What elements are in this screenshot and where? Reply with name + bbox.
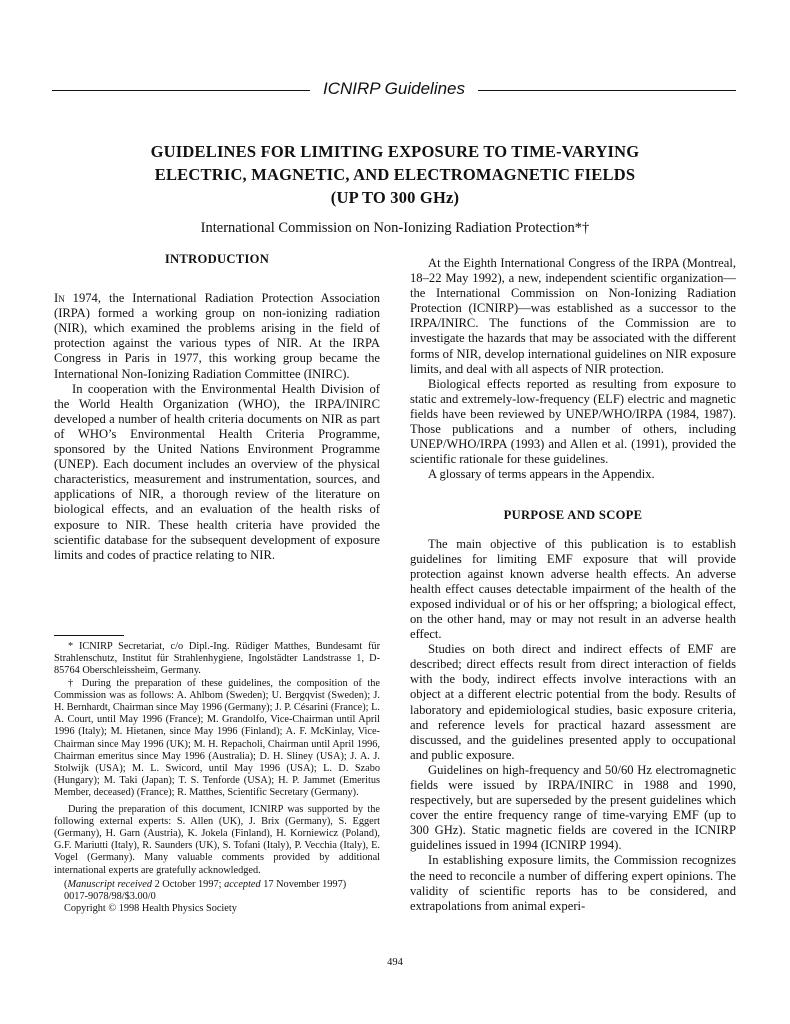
title-line-3: (UP TO 300 GHz) <box>330 188 460 207</box>
title-line-1: GUIDELINES FOR LIMITING EXPOSURE TO TIME-VARYING <box>150 142 640 161</box>
footnote-affiliation: * ICNIRP Secretariat, c/o Dipl.-Ing. Rüdiger Matthes, Bundesamt für Strahlenschutz, Institut für Strahlenhygiene, Ingolstädter Landstrasse 1, D-85764 Oberschleissheim, Germany. <box>54 641 380 677</box>
intro-paragraph-2: In cooperation with the Environmental Health Division of the World Health Organization (WHO), the IRPA/INIRC developed a number of health criteria documents on NIR as part of WHO’s Environmental Health Criteria Programme, sponsored by the United Nations Environment Programme (UNEP). Each document includes an overview of the physical characteristics, measurement and instrumentation, sources, and applications of NIR, a thorough review of the literature on biological effects, and an evaluation of the health risks of exposure to NIR. These health criteria have provided the scientific database for the subsequent development of exposure limits and codes of practice relating to NIR. <box>54 381 380 562</box>
right-paragraph-3: A glossary of terms appears in the Appendix. <box>428 467 655 482</box>
footnote-commission: † During the preparation of these guidelines, the composition of the Commission was as follows: A. Ahlbom (Sweden); U. Bergqvist (Sweden); J. H. Bernhardt, Chairman since May 1996 (Germany); J. P. Césarini (France); L. A. Court, until May 1996 (France); M. Grandolfo, Vice-Chairman until April 1996 (Italy); M. Hietanen, since May 1996 (Finland); A. F. McKinlay, Vice-Chairman since May 1996 (UK); M. H. Repacholi, Chairman until April 1996, Chairman emeritus since May 1996 (Australia); D. H. Sliney (USA); J. A. J. Stolwijk (USA); M. L. Swicord, until May 1996 (USA); L. D. Szabo (Hungary); M. Taki (Japan); T. S. Tenforde (USA); H. P. Jammet (Emeritus Member, deceased) (France); R. Matthes, Scientific Secretary (Germany). <box>54 677 380 799</box>
purpose-paragraph-3: Guidelines on high-frequency and 50/60 Hz electromagnetic fields were issued by IRPA/INIRC in 1988 and 1990, respectively, but are superseded by the present guidelines which cover the entire frequency range of time-varying EMF (up to 300 GHz). Static magnetic fields are covered in the ICNIRP guidelines issued in 1994 (ICNIRP 1994). <box>410 762 736 853</box>
header-rule-right <box>478 90 736 91</box>
journal-section-title: ICNIRP Guidelines <box>322 79 466 98</box>
intro-paragraph-1: In 1974, the International Radiation Protection Association (IRPA) formed a working group on non-ionizing radiation (NIR), which examined the problems arising in the field of protection against the various types of NIR. At the IRPA Congress in Paris in 1977, this working group became the International Non-Ionizing Radiation Committee (INIRC). <box>54 291 380 381</box>
drop-word: In <box>54 291 65 306</box>
left-column <box>54 252 380 563</box>
article-code: 0017-9078/98/$3.00/0 <box>64 891 156 903</box>
purpose-paragraph-1: The main objective of this publication is to establish guidelines for limiting EMF exposure that will provide protection against known adverse health effects. An adverse health effect causes detectable impairment of the health of the exposed individual or of his or her offspring; a biological effect, on the other hand, may or may not result in an adverse health effect. <box>410 536 736 642</box>
footnote-rule <box>54 635 124 636</box>
footnotes <box>54 641 380 915</box>
purpose-paragraph-2: Studies on both direct and indirect effects of EMF are described; direct effects result from direct interaction of fields with the body, indirect effects involve interactions with an object at a different electric potential from the body. Results of laboratory and epidemiological studies, basic exposure criteria, and reference levels for practical hazard assessment are discussed, and the guidelines presented apply to occupational and public exposure. <box>410 642 736 762</box>
footnote-experts: During the preparation of this document, ICNIRP was supported by the following external experts: S. Allen (UK), J. Brix (Germany), S. Eggert (Germany), H. Garn (Austria), K. Jokela (Finland), H. Korniewicz (Poland), G.F. Mariutti (Italy), R. Saunders (UK), S. Tofani (Italy), P. Vecchia (Italy), E. Vogel (Germany). Many valuable comments provided by additional international experts are gratefully acknowledged. <box>54 803 380 876</box>
title-line-2: ELECTRIC, MAGNETIC, AND ELECTROMAGNETIC FIELDS <box>154 165 636 184</box>
article-author: International Commission on Non-Ionizing Radiation Protection*† <box>200 220 590 236</box>
header-rule-left <box>52 90 310 91</box>
right-paragraph-1: At the Eighth International Congress of the IRPA (Montreal, 18–22 May 1992), a new, independent scientific organization—the International Commission on Non-Ionizing Radiation Protection (ICNIRP)—was established as a successor to the IRPA/INIRC. The functions of the Commission are to investigate the hazards that may be associated with the different forms of NIR, develop international guidelines on NIR exposure limits, and deal with all aspects of NIR protection. <box>410 256 736 376</box>
manuscript-dates: (Manuscript received 2 October 1997; accepted 17 November 1997) <box>64 878 347 890</box>
right-paragraph-2: Biological effects reported as resulting from exposure to static and extremely-low-frequency (ELF) electric and magnetic fields have been reviewed by UNEP/WHO/IRPA (1984, 1987). Those publications and a number of others, including UNEP/WHO/IRPA (1993) and Allen et al. (1991), provided the scientific rationale for these guidelines. <box>410 376 736 467</box>
purpose-paragraph-4: In establishing exposure limits, the Commission recognizes the need to reconcile a number of differing expert opinions. The validity of scientific reports has to be considered, and extrapolations from animal experi- <box>410 853 736 913</box>
purpose-scope-heading: PURPOSE AND SCOPE <box>503 508 643 523</box>
copyright: Copyright © 1998 Health Physics Society <box>64 903 237 915</box>
introduction-heading: INTRODUCTION <box>164 252 270 266</box>
article-title <box>60 140 730 209</box>
right-column <box>410 256 736 914</box>
page-number: 494 <box>387 957 403 968</box>
